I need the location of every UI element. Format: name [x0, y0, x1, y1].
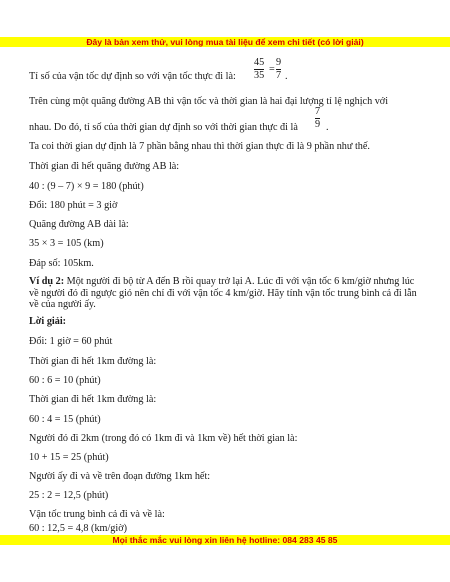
- solution-line: Vận tốc trung bình cả đi và về là:: [29, 509, 165, 520]
- solution-line: 60 : 6 = 10 (phút): [29, 375, 101, 386]
- example-label: Ví dụ 2:: [29, 276, 65, 287]
- paragraph-line: Trên cùng một quãng đường AB thì vận tốc và thời gian là hai đại lượng tỉ lệ nghịch với: [29, 96, 389, 107]
- ratio-time-text: nhau. Do đó, tỉ số của thời gian dự định so với thời gian thực đi là: [29, 122, 298, 133]
- solution-heading: Lời giải:: [29, 316, 67, 327]
- fraction-7-9: [315, 106, 320, 131]
- solution-line: Người ấy đi và về trên đoạn đường 1km hết:: [29, 471, 211, 482]
- solution-line: Thời gian đi hết 1km đường là:: [29, 356, 157, 367]
- solution-line: 60 : 4 = 15 (phút): [29, 414, 101, 425]
- hotline-banner: Mọi thắc mắc vui lòng xin liên hệ hotline: 084 283 45 85: [0, 535, 450, 545]
- preview-notice-banner: Đây là bản xem thử, vui lòng mua tài liệu để xem chi tiết (có lời giải): [0, 37, 450, 47]
- solution-line: Người đó đi 2km (trong đó có 1km đi và 1km về) hết thời gian là:: [29, 433, 298, 444]
- solution-line: Đổi: 1 giờ = 60 phút: [29, 336, 113, 347]
- solution-line: Thời gian đi hết 1km đường là:: [29, 394, 157, 405]
- fraction-denominator: 7: [276, 70, 282, 81]
- fraction-45-35: [254, 57, 264, 82]
- paragraph-line: Ta coi thời gian dự định là 7 phần bằng nhau thì thời gian thực đi là 9 phần như thế.: [29, 141, 370, 152]
- calc-line: Đổi: 180 phút = 3 giờ: [29, 200, 118, 211]
- calc-line: 35 × 3 = 105 (km): [29, 238, 104, 249]
- ratio-speed-text: Tỉ số của vận tốc dự định so với vận tốc thực đi là:: [29, 71, 236, 82]
- fraction-denominator: 9: [315, 119, 321, 130]
- paragraph-line: Quãng đường AB dài là:: [29, 219, 129, 230]
- answer-line: Đáp số: 105km.: [29, 258, 94, 269]
- period: .: [326, 122, 329, 133]
- paragraph-line: Thời gian đi hết quãng đường AB là:: [29, 161, 180, 172]
- example-2-paragraph: [29, 276, 424, 311]
- fraction-numerator: 9: [276, 57, 282, 68]
- period: .: [285, 71, 288, 82]
- calc-line: 40 : (9 – 7) × 9 = 180 (phút): [29, 181, 144, 192]
- fraction-denominator: 35: [254, 70, 265, 81]
- solution-line: 10 + 15 = 25 (phút): [29, 452, 109, 463]
- example-text: Một người đi bộ từ A đến B rồi quay trở lại A. Lúc đi với vận tốc 6 km/giờ nhưng lúc về người đó đi ngược gió nên chỉ đi với vận tốc 4 km/giờ. Hãy tính vận tốc trung bình cả đi lẫn về của người ấy.: [29, 276, 417, 310]
- fraction-numerator: 7: [315, 106, 321, 117]
- equals-sign: =: [269, 64, 275, 75]
- fraction-numerator: 45: [254, 57, 265, 68]
- solution-line: 25 : 2 = 12,5 (phút): [29, 490, 109, 501]
- fraction-9-7: [276, 57, 281, 82]
- solution-line: 60 : 12,5 = 4,8 (km/giờ): [29, 523, 128, 534]
